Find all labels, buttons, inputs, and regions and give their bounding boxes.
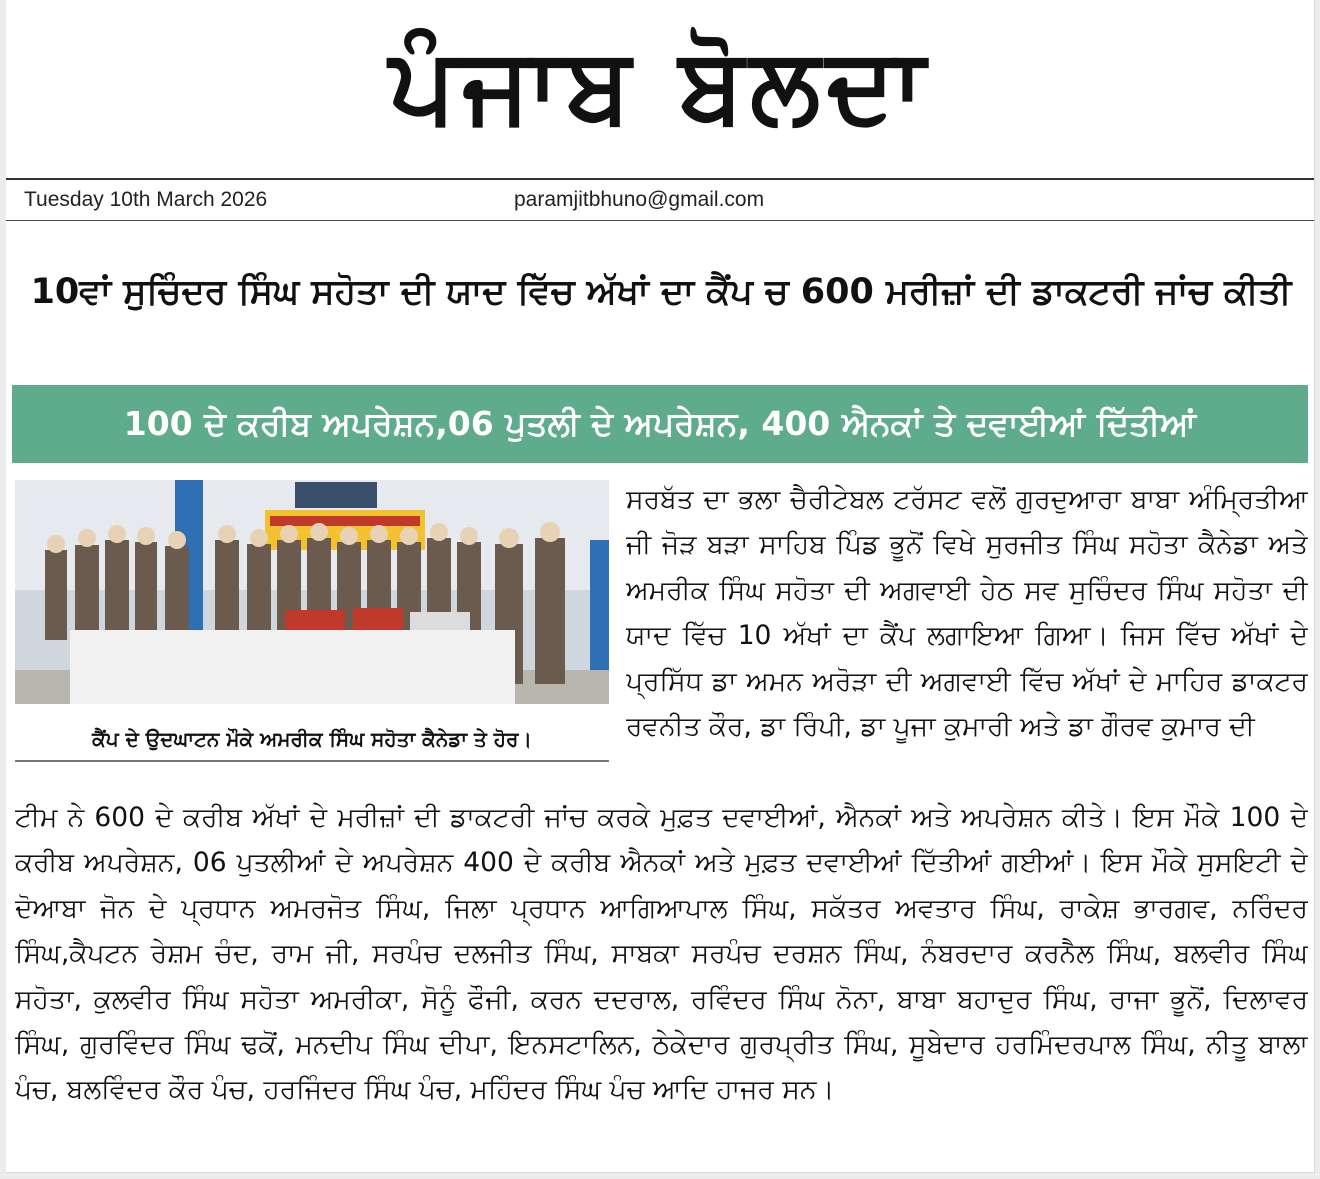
photo-caption: ਕੈਂਪ ਦੇ ਉਦਘਾਟਨ ਮੌਕੇ ਅਮਰੀਕ ਸਿੰਘ ਸਹੋਤਾ ਕੈਨੇਡਾ ਤੇ ਹੋਰ। (15, 718, 609, 762)
dateline-bar (6, 178, 1314, 221)
article-body-top: ਸਰਬੱਤ ਦਾ ਭਲਾ ਚੈਰੀਟੇਬਲ ਟਰੱਸਟ ਵਲੋਂ ਗੁਰਦੁਆਰਾ ਬਾਬਾ ਅੰਮ੍ਰਿਤੀਆ ਜੀ ਜੋੜ ਬੜਾ ਸਾਹਿਬ ਪਿੰਡ ਭੂਨੋਂ ਵਿਖੇ ਸੁਰਜੀਤ ਸਿੰਘ ਸਹੋਤਾ ਕੈਨੇਡਾ ਅਤੇ ਅਮਰੀਕ ਸਿੰਘ ਸਹੋਤਾ ਦੀ ਅਗਵਾਈ ਹੇਠ ਸਵ ਸੁਚਿੰਦਰ ਸਿੰਘ ਸਹੋਤਾ ਦੀ ਯਾਦ ਵਿੱਚ 10 ਅੱਖਾਂ ਦਾ ਕੈਂਪ ਲਗਾਇਆ ਗਿਆ। ਜਿਸ ਵਿੱਚ ਅੱਖਾਂ ਦੇ ਪ੍ਰਸਿੱਧ ਡਾ ਅਮਨ ਅਰੋੜਾ ਦੀ ਅਗਵਾਈ ਵਿੱਚ ਅੱਖਾਂ ਦੇ ਮਾਹਿਰ ਡਾਕਟਰ ਰਵਨੀਤ ਕੌਰ, ਡਾ ਰਿੰਪੀ, ਡਾ ਪੂਜਾ ਕੁਮਾਰੀ ਅਤੇ ਡਾ ਗੌਰਵ ਕੁਮਾਰ ਦੀ (626, 484, 1308, 743)
masthead-title: ਪੰਜਾਬ ਬੋਲਦਾ (389, 24, 931, 146)
news-photo (15, 480, 609, 704)
contact-email: paramjitbhuno@gmail.com (514, 188, 765, 211)
publication-date: Tuesday 10th March 2026 (24, 188, 268, 211)
group-photo-image (15, 480, 609, 704)
article-body-bottom: ਟੀਮ ਨੇ 600 ਦੇ ਕਰੀਬ ਅੱਖਾਂ ਦੇ ਮਰੀਜ਼ਾਂ ਦੀ ਡਾਕਟਰੀ ਜਾਂਚ ਕਰਕੇ ਮੁਫ਼ਤ ਦਵਾਈਆਂ, ਐਨਕਾਂ ਅਤੇ ਅਪਰੇਸ਼ਨ ਕੀਤੇ। ਇਸ ਮੌਕੇ 100 ਦੇ ਕਰੀਬ ਅਪਰੇਸ਼ਨ, 06 ਪੁਤਲੀਆਂ ਦੇ ਅਪਰੇਸ਼ਨ 400 ਦੇ ਕਰੀਬ ਐਨਕਾਂ ਅਤੇ ਮੁਫ਼ਤ ਦਵਾਈਆਂ ਦਿੱਤੀਆਂ ਗਈਆਂ। ਇਸ ਮੌਕੇ ਸੁਸਇਟੀ ਦੇ ਦੋਆਬਾ ਜੋਨ ਦੇ ਪ੍ਰਧਾਨ ਅਮਰਜੋਤ ਸਿੰਘ, ਜਿਲਾ ਪ੍ਰਧਾਨ ਆਗਿਆਪਾਲ ਸਿੰਘ, ਸਕੱਤਰ ਅਵਤਾਰ ਸਿੰਘ, ਰਾਕੇਸ਼ ਭਾਰਗਵ, ਨਰਿੰਦਰ ਸਿੰਘ,ਕੈਪਟਨ ਰੇਸ਼ਮ ਚੰਦ, ਰਾਮ ਜੀ, ਸਰਪੰਚ ਦਲਜੀਤ ਸਿੰਘ, ਸਾਬਕਾ ਸਰਪੰਚ ਦਰਸ਼ਨ ਸਿੰਘ, ਨੰਬਰਦਾਰ ਕਰਨੈਲ ਸਿੰਘ, ਬਲਵੀਰ ਸਿੰਘ ਸਹੋਤਾ, ਕੁਲਵੀਰ ਸਿੰਘ ਸਹੋਤਾ ਅਮਰੀਕਾ, ਸੋਨੂੰ ਫੌਜੀ, ਕਰਨ ਦਦਰਾਲ, ਰਵਿੰਦਰ ਸਿੰਘ ਨੋਨਾ, ਬਾਬਾ ਬਹਾਦੁਰ ਸਿੰਘ, ਰਾਜਾ ਭੂਨੋਂ, ਦਿਲਾਵਰ ਸਿੰਘ, ਗੁਰਵਿੰਦਰ ਸਿੰਘ ਢਕੋਂ, ਮਨਦੀਪ ਸਿੰਘ ਦੀਪਾ, ਇਨਸਟਾਲਿਨ, ਠੇਕੇਦਾਰ ਗੁਰਪ੍ਰੀਤ ਸਿੰਘ, ਸੂਬੇਦਾਰ ਹਰਮਿੰਦਰਪਾਲ ਸਿੰਘ, ਨੀਤੂ ਬਾਲਾ ਪੰਚ, ਬਲਵਿੰਦਰ ਕੌਰ ਪੰਚ, ਹਰਜਿੰਦਰ ਸਿੰਘ ਪੰਚ, ਮਹਿੰਦਰ ਸਿੰਘ ਪੰਚ ਆਦਿ ਹਾਜਰ ਸਨ। (15, 802, 1308, 1106)
newspaper-page (6, 0, 1315, 1173)
subheadline-banner: 100 ਦੇ ਕਰੀਬ ਅਪਰੇਸ਼ਨ,06 ਪੁਤਲੀ ਦੇ ਅਪਰੇਸ਼ਨ, 400 ਐਨਕਾਂ ਤੇ ਦਵਾਈਆਂ ਦਿੱਤੀਆਂ (12, 385, 1308, 463)
article-headline: 10ਵਾਂ ਸੁਚਿੰਦਰ ਸਿੰਘ ਸਹੋਤਾ ਦੀ ਯਾਦ ਵਿੱਚ ਅੱਖਾਂ ਦਾ ਕੈਂਪ ਚ 600 ਮਰੀਜ਼ਾਂ ਦੀ ਡਾਕਟਰੀ ਜਾਂਚ ਕੀਤੀ (30, 272, 1292, 312)
